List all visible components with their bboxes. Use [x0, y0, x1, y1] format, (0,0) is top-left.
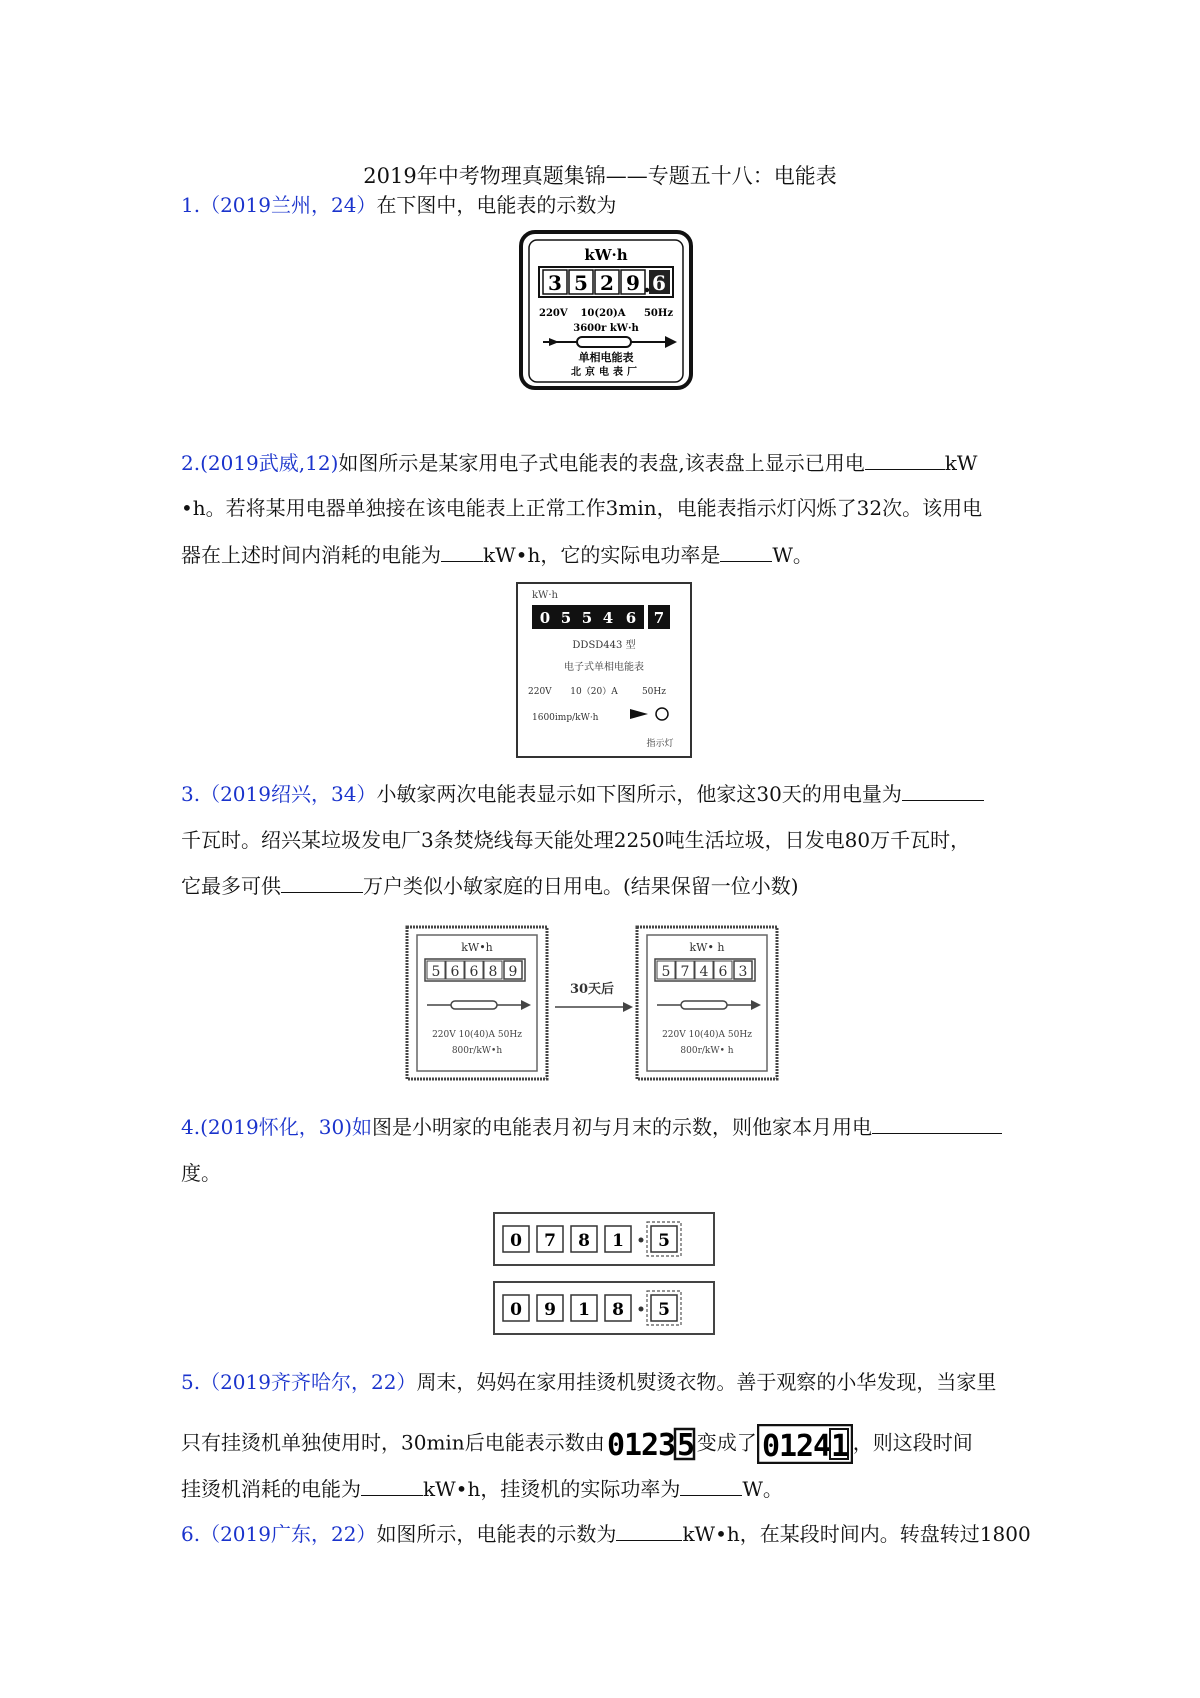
q4-start-reading [494, 1213, 714, 1265]
question-5-line-3 [181, 1473, 783, 1502]
q5-text-1: 周末，妈妈在家用挂烫机熨烫衣物。善于观察的小华发现，当家里 [416, 1370, 997, 1394]
q2-text-3a: 器在上述时间内消耗的电能为 [181, 543, 441, 567]
q1-digit: 2 [600, 271, 614, 295]
q5-reading-a-digit: 0 [606, 1428, 625, 1462]
q5-reading-a [605, 1426, 697, 1462]
q5-text-2c: ，则这段时间 [852, 1430, 973, 1455]
q3-meter-b-rate: 800r/kW• h [680, 1046, 734, 1056]
question-2-line-3 [181, 539, 813, 568]
q2-blank-3 [720, 544, 772, 562]
q5-reading-b-digit: 2 [795, 1429, 814, 1464]
q3-meter-a-unit: kW•h [461, 941, 493, 954]
q2-digit: 0 [539, 609, 551, 627]
q3-ref: 3.（2019绍兴，34） [181, 782, 377, 806]
q3-meter-a [407, 927, 547, 1079]
question-3-line-1 [181, 778, 984, 807]
q2-digit: 5 [581, 609, 593, 627]
q4-end-digit: 5 [658, 1300, 670, 1320]
q3-text-1: 小敏家两次电能表显示如下图所示，他家这30天的用电量为 [376, 782, 902, 806]
question-5-line-2 [181, 1424, 973, 1464]
q5-reading-b-digit: 1 [778, 1429, 797, 1464]
q2-meter-unit: kW·h [532, 590, 558, 601]
q5-blank-2 [680, 1478, 742, 1496]
q6-text-1a: 如图所示，电能表的示数为 [376, 1522, 617, 1546]
q1-digit: 5 [574, 271, 588, 295]
q4-blank-1 [872, 1116, 1002, 1134]
q4-start-digit: 5 [658, 1231, 670, 1251]
q3-text-3b: 万户类似小敏家庭的日用电。(结果保留一位小数) [363, 874, 799, 898]
q5-blank-1 [361, 1478, 423, 1496]
q1-spec-frequency: 50Hz [643, 308, 673, 319]
q5-ref: 5.（2019齐齐哈尔，22） [181, 1370, 417, 1394]
q2-indicator-label: 指示灯 [646, 739, 674, 749]
q3-meter-a-digit: 6 [469, 964, 479, 980]
q2-meter-name: 电子式单相电能表 [564, 662, 644, 673]
question-2-line-1 [181, 447, 977, 476]
q3-meters-figure [405, 925, 779, 1085]
q1-ref: 1.（2019兰州，24） [181, 193, 377, 217]
q6-ref: 6.（2019广东，22） [181, 1522, 377, 1546]
q5-text-2a: 只有挂烫机单独使用时，30min后电能表示数由 [181, 1430, 605, 1455]
q6-text-1b: kW•h，在某段时间内。转盘转过1800 [682, 1522, 1031, 1546]
q1-digit: 9 [626, 271, 640, 295]
q4-end-digit: 1 [578, 1300, 590, 1320]
q5-reading-a-digit: 5 [676, 1428, 695, 1462]
q1-rate: 3600r kW·h [573, 323, 639, 334]
q1-meter-unit: kW·h [584, 246, 628, 264]
question-3-line-3 [181, 870, 799, 899]
q3-meter-b-digit: 4 [699, 964, 709, 980]
q2-text-3c: W。 [772, 543, 813, 567]
q2-blank-2 [441, 544, 483, 562]
q2-meter-figure [516, 582, 692, 758]
question-2-line-2: •h。若将某用电器单独接在该电能表上正常工作3min，电能表指示灯闪烁了32次。该用电 [181, 496, 983, 520]
q2-text-1: 如图所示是某家用电子式电能表的表盘,该表盘上显示已用电 [338, 451, 865, 475]
question-1-line [181, 189, 616, 218]
q3-meter-b [637, 927, 777, 1079]
q1-meter-maker: 北京电表厂 [571, 367, 641, 378]
q4-start-digit: 7 [544, 1231, 556, 1251]
q1-spec-voltage: 220V [539, 308, 568, 319]
q3-meter-b-digit: 3 [738, 964, 748, 980]
q5-reading-a-digit: 2 [640, 1428, 659, 1462]
q3-meter-a-rate: 800r/kW•h [451, 1046, 503, 1056]
q5-text-3c: W。 [742, 1477, 783, 1501]
q3-arrow-icon [555, 981, 633, 1012]
q2-digit: 5 [560, 609, 572, 627]
q4-start-digit: 1 [612, 1231, 624, 1251]
q4-end-digit: 0 [510, 1300, 522, 1320]
page-title: 2019年中考物理真题集锦——专题五十八：电能表 [363, 164, 837, 188]
q4-ref: 4.(2019怀化，30)如 [181, 1115, 373, 1139]
q3-meter-b-spec: 220V 10(40)A 50Hz [662, 1030, 752, 1040]
q3-meter-a-digit: 9 [508, 964, 518, 980]
q3-blank-1 [902, 783, 984, 801]
q2-spec-frequency: 50Hz [641, 687, 666, 697]
q2-text-3b: kW•h，它的实际电功率是 [483, 543, 721, 567]
q3-meter-b-unit: kW• h [689, 941, 725, 954]
q3-meter-b-digit: 7 [680, 964, 690, 980]
q4-readings-figure [493, 1212, 715, 1336]
q2-blank-1 [865, 452, 945, 470]
q3-text-3a: 它最多可供 [181, 874, 281, 898]
question-6-line-1 [181, 1518, 1031, 1547]
q2-text-1-end: kW [944, 451, 978, 475]
q2-digit-decimal: 7 [653, 609, 665, 627]
q5-reading-b-digit: 0 [761, 1429, 780, 1464]
q1-spec-current: 10(20)A [580, 308, 626, 319]
q2-spec-voltage: 220V [528, 687, 552, 697]
q3-meter-a-digit: 8 [488, 964, 498, 980]
q1-digit: 3 [548, 271, 562, 295]
q5-text-3b: kW•h，挂烫机的实际功率为 [423, 1477, 681, 1501]
question-4-line-2: 度。 [181, 1161, 221, 1185]
q5-reading-a-digit: 3 [657, 1428, 676, 1462]
q2-digit: 6 [625, 609, 637, 627]
q2-ref: 2.(2019武威,12) [181, 451, 339, 475]
q1-text: 在下图中，电能表的示数为 [376, 193, 617, 217]
q4-start-digit: 8 [578, 1231, 590, 1251]
q2-indicator-light-icon [656, 708, 668, 720]
q2-model: DDSD443 型 [572, 640, 636, 651]
question-4-line-1 [181, 1111, 1002, 1140]
q1-meter-name: 单相电能表 [578, 351, 634, 364]
q5-text-2b: 变成了 [696, 1430, 757, 1455]
q1-meter-figure [519, 230, 693, 390]
q3-meter-a-digit: 5 [431, 964, 441, 980]
q2-digit: 4 [602, 609, 614, 627]
q3-blank-2 [281, 875, 363, 893]
q5-reading-b [757, 1424, 853, 1464]
q3-meter-b-digit: 6 [718, 964, 728, 980]
q2-rate: 1600imp/kW·h [532, 713, 599, 723]
question-3-line-2: 千瓦时。绍兴某垃圾发电厂3条焚烧线每天能处理2250吨生活垃圾，日发电80万千瓦时， [181, 828, 971, 852]
q5-reading-b-digit: 1 [830, 1429, 849, 1464]
q3-meter-a-spec: 220V 10(40)A 50Hz [432, 1030, 522, 1040]
q3-meter-a-digit: 6 [450, 964, 460, 980]
q5-text-3a: 挂烫机消耗的电能为 [181, 1477, 361, 1501]
question-5-line-1 [181, 1366, 996, 1395]
q5-reading-a-digit: 1 [623, 1428, 642, 1462]
q5-reading-b-digit: 4 [812, 1429, 831, 1464]
q4-end-reading [494, 1282, 714, 1334]
q4-text-1: 图是小明家的电能表月初与月末的示数，则他家本月用电 [372, 1115, 873, 1139]
q1-digit-decimal: 6 [652, 271, 666, 295]
q6-blank-1 [616, 1523, 682, 1541]
q3-arrow-label: 30天后 [569, 982, 615, 997]
q3-meter-b-digit: 5 [661, 964, 671, 980]
q4-end-digit: 8 [612, 1300, 624, 1320]
q4-end-digit: 9 [544, 1300, 556, 1320]
q4-start-digit: 0 [510, 1231, 522, 1251]
q2-spec-current: 10（20）A [570, 687, 618, 697]
